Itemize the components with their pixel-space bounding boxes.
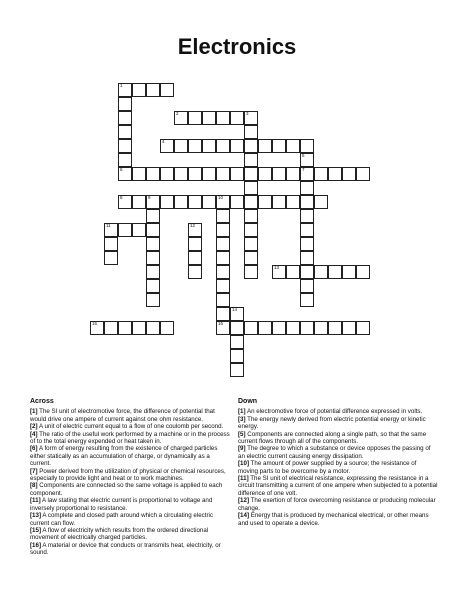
grid-cell[interactable] [230, 139, 244, 153]
grid-cell[interactable] [342, 265, 356, 279]
grid-cell[interactable] [230, 321, 244, 335]
grid-cell[interactable] [132, 167, 146, 181]
grid-cell[interactable] [286, 139, 300, 153]
grid-cell[interactable] [244, 251, 258, 265]
grid-cell[interactable] [300, 237, 314, 251]
clue-number: 14 [232, 307, 238, 312]
grid-cell[interactable] [146, 209, 160, 223]
grid-cell[interactable] [244, 181, 258, 195]
clue-number: 15 [92, 321, 98, 326]
clue-number: 13 [274, 265, 280, 270]
grid-cell[interactable] [188, 167, 202, 181]
grid-cell[interactable] [118, 83, 132, 97]
grid-cell[interactable] [202, 195, 216, 209]
clue-number: 12 [190, 223, 196, 228]
grid-cell[interactable] [286, 195, 300, 209]
grid-cell[interactable] [118, 125, 132, 139]
grid-cell[interactable] [188, 195, 202, 209]
grid-cell[interactable] [216, 321, 230, 335]
grid-cell[interactable] [146, 223, 160, 237]
grid-cell[interactable] [104, 223, 118, 237]
clue-number: 7 [302, 167, 305, 172]
grid-cell[interactable] [216, 195, 230, 209]
grid-cell[interactable] [230, 195, 244, 209]
grid-cell[interactable] [146, 265, 160, 279]
grid-cell[interactable] [104, 251, 118, 265]
grid-cell[interactable] [202, 167, 216, 181]
grid-cell[interactable] [188, 223, 202, 237]
clue-number: 4 [162, 139, 165, 144]
grid-cell[interactable] [118, 97, 132, 111]
grid-cell[interactable] [216, 111, 230, 125]
grid-cell[interactable] [244, 209, 258, 223]
grid-cell[interactable] [230, 307, 244, 321]
grid-cell[interactable] [104, 237, 118, 251]
grid-cell[interactable] [258, 139, 272, 153]
grid-cell[interactable] [244, 237, 258, 251]
grid-cell[interactable] [272, 321, 286, 335]
grid-cell[interactable] [300, 265, 314, 279]
clue-number: 5 [302, 153, 305, 158]
grid-cell[interactable] [216, 293, 230, 307]
grid-cell[interactable] [286, 321, 300, 335]
grid-cell[interactable] [146, 83, 160, 97]
clue-number: 9 [148, 195, 151, 200]
grid-cell[interactable] [160, 167, 174, 181]
down-clue: [11] The SI unit of electrical resistance, expressing the resistance in a circuit transmitting a current of one ampere when subjected to a potential difference of one volt. [238, 475, 438, 497]
grid-cell[interactable] [314, 195, 328, 209]
grid-cell[interactable] [202, 111, 216, 125]
grid-cell[interactable] [160, 83, 174, 97]
grid-cell[interactable] [258, 167, 272, 181]
grid-cell[interactable] [300, 209, 314, 223]
across-clue: [15] A flow of electricity which results from the ordered directional movement of electrically charged particles. [30, 526, 209, 542]
down-clue: [12] The exertion of force overcoming resistance or producing molecular change. [238, 497, 436, 512]
down-clue: [5] Components are connected along a single path, so that the same current flows through all of the components. [238, 430, 427, 446]
grid-cell[interactable] [342, 321, 356, 335]
grid-cell[interactable] [244, 321, 258, 335]
grid-cell[interactable] [174, 111, 188, 125]
clue-number: 6 [120, 167, 123, 172]
grid-cell[interactable] [118, 153, 132, 167]
clue-number: 1 [120, 83, 123, 88]
grid-cell[interactable] [314, 265, 328, 279]
grid-cell[interactable] [300, 321, 314, 335]
grid-cell[interactable] [216, 139, 230, 153]
grid-cell[interactable] [230, 349, 244, 363]
grid-cell[interactable] [146, 167, 160, 181]
grid-cell[interactable] [216, 279, 230, 293]
grid-cell[interactable] [244, 111, 258, 125]
grid-cell[interactable] [230, 111, 244, 125]
down-clue: [10] The amount of power supplied by a source; the resistance of moving parts to be overcome by a motor. [238, 460, 417, 475]
grid-cell[interactable] [356, 265, 370, 279]
across-heading: Across [30, 398, 54, 405]
down-clue-list [238, 408, 438, 527]
grid-cell[interactable] [300, 293, 314, 307]
grid-cell[interactable] [300, 279, 314, 293]
grid-cell[interactable] [118, 111, 132, 125]
grid-cell[interactable] [258, 321, 272, 335]
down-clue: [14] Energy that is produced by mechanical electrical, or other means and used to operate a device. [238, 512, 429, 527]
grid-cell[interactable] [272, 265, 286, 279]
grid-cell[interactable] [272, 167, 286, 181]
across-clue-list [30, 408, 230, 556]
grid-cell[interactable] [188, 251, 202, 265]
grid-cell[interactable] [160, 321, 174, 335]
grid-cell[interactable] [216, 223, 230, 237]
clue-number: 11 [106, 223, 111, 228]
grid-cell[interactable] [118, 139, 132, 153]
grid-cell[interactable] [202, 139, 216, 153]
across-clue: [11] A law stating that electric current is proportional to voltage and inversely proportional to resistance. [30, 497, 213, 512]
grid-cell[interactable] [174, 195, 188, 209]
grid-cell[interactable] [244, 265, 258, 279]
grid-cell[interactable] [314, 321, 328, 335]
grid-cell[interactable] [118, 223, 132, 237]
across-clue: [13] A complete and closed path around which a circulating electric current can flow. [30, 512, 213, 527]
clue-number: 2 [176, 111, 179, 116]
grid-cell[interactable] [342, 167, 356, 181]
grid-cell[interactable] [230, 335, 244, 349]
grid-cell[interactable] [286, 265, 300, 279]
down-clue: [9] The degree to which a substance or device opposes the passing of an electric current causing energy dissipation. [238, 445, 431, 460]
across-clue: [6] A form of energy resulting from the existence of charged particles either statically as an accumulation of charge, or dynamically as a current. [30, 445, 218, 468]
grid-cell[interactable] [146, 321, 160, 335]
grid-cell[interactable] [216, 251, 230, 265]
grid-cell[interactable] [216, 209, 230, 223]
grid-cell[interactable] [300, 181, 314, 195]
grid-cell[interactable] [356, 167, 370, 181]
grid-cell[interactable] [118, 321, 132, 335]
across-clue: [2] A unit of electric current equal to a flow of one coulomb per second. [30, 423, 224, 431]
grid-cell[interactable] [146, 293, 160, 307]
across-clue: [1] The SI unit of electromotive force, the difference of potential that would drive one ampere of current against one ohm resistance. [30, 408, 215, 423]
down-column [238, 398, 438, 527]
grid-cell[interactable] [328, 265, 342, 279]
grid-cell[interactable] [244, 139, 258, 153]
clue-number: 8 [120, 195, 123, 200]
grid-cell[interactable] [216, 265, 230, 279]
grid-cell[interactable] [174, 139, 188, 153]
grid-cell[interactable] [300, 195, 314, 209]
grid-cell[interactable] [146, 195, 160, 209]
across-clue: [16] A material or device that conducts or transmits heat, electricity, or sound. [30, 541, 221, 557]
grid-cell[interactable] [90, 321, 104, 335]
grid-cell[interactable] [216, 307, 230, 321]
grid-cell[interactable] [244, 195, 258, 209]
clue-number: 16 [218, 321, 224, 326]
grid-cell[interactable] [356, 321, 370, 335]
grid-cell[interactable] [314, 167, 328, 181]
grid-cell[interactable] [244, 167, 258, 181]
grid-cell[interactable] [188, 237, 202, 251]
grid-cell[interactable] [146, 251, 160, 265]
grid-cell[interactable] [244, 223, 258, 237]
grid-cell[interactable] [286, 167, 300, 181]
grid-cell[interactable] [244, 153, 258, 167]
grid-cell[interactable] [188, 139, 202, 153]
down-clue: [1] An electromotive force of potential difference expressed in volts. [238, 408, 423, 416]
grid-cell[interactable] [272, 195, 286, 209]
grid-cell[interactable] [328, 167, 342, 181]
clue-number: 3 [246, 111, 249, 116]
grid-cell[interactable] [328, 321, 342, 335]
grid-cell[interactable] [118, 195, 132, 209]
down-heading: Down [238, 398, 258, 405]
grid-cell[interactable] [272, 139, 286, 153]
grid-cell[interactable] [132, 321, 146, 335]
clue-number: 10 [218, 195, 224, 200]
grid-cell[interactable] [300, 167, 314, 181]
grid-cell[interactable] [118, 167, 132, 181]
grid-cell[interactable] [104, 321, 118, 335]
puzzle-title: Electronics [177, 34, 297, 59]
across-clue: [8] Components are connected so the same voltage is applied to each component. [30, 482, 223, 497]
grid-cell[interactable] [244, 125, 258, 139]
grid-cell[interactable] [230, 363, 244, 377]
grid-cell[interactable] [188, 265, 202, 279]
grid-cell[interactable] [300, 153, 314, 167]
grid-cell[interactable] [188, 111, 202, 125]
across-clue: [4] The ratio of the useful work performed by a machine or in the process of to the total energy expended or heat taken in. [30, 430, 230, 446]
grid-cell[interactable] [146, 237, 160, 251]
grid-cell[interactable] [300, 139, 314, 153]
grid-cell[interactable] [132, 195, 146, 209]
grid-cell[interactable] [174, 167, 188, 181]
across-clue: [7] Power derived from the utilization of physical or chemical resources, especially to provide light and heat or to work machines. [30, 467, 226, 483]
down-clue: [3] The energy newly derived from electric potential energy or kinetic energy. [238, 415, 426, 431]
across-column [30, 398, 230, 557]
grid-cell[interactable] [230, 167, 244, 181]
grid-cell[interactable] [258, 195, 272, 209]
grid-cell[interactable] [132, 223, 146, 237]
grid-cell[interactable] [132, 83, 146, 97]
grid-cell[interactable] [300, 251, 314, 265]
grid-cell[interactable] [216, 167, 230, 181]
grid-cell[interactable] [216, 237, 230, 251]
grid-cell[interactable] [160, 195, 174, 209]
grid-cell[interactable] [160, 139, 174, 153]
grid-cell[interactable] [146, 279, 160, 293]
grid-cell[interactable] [300, 223, 314, 237]
